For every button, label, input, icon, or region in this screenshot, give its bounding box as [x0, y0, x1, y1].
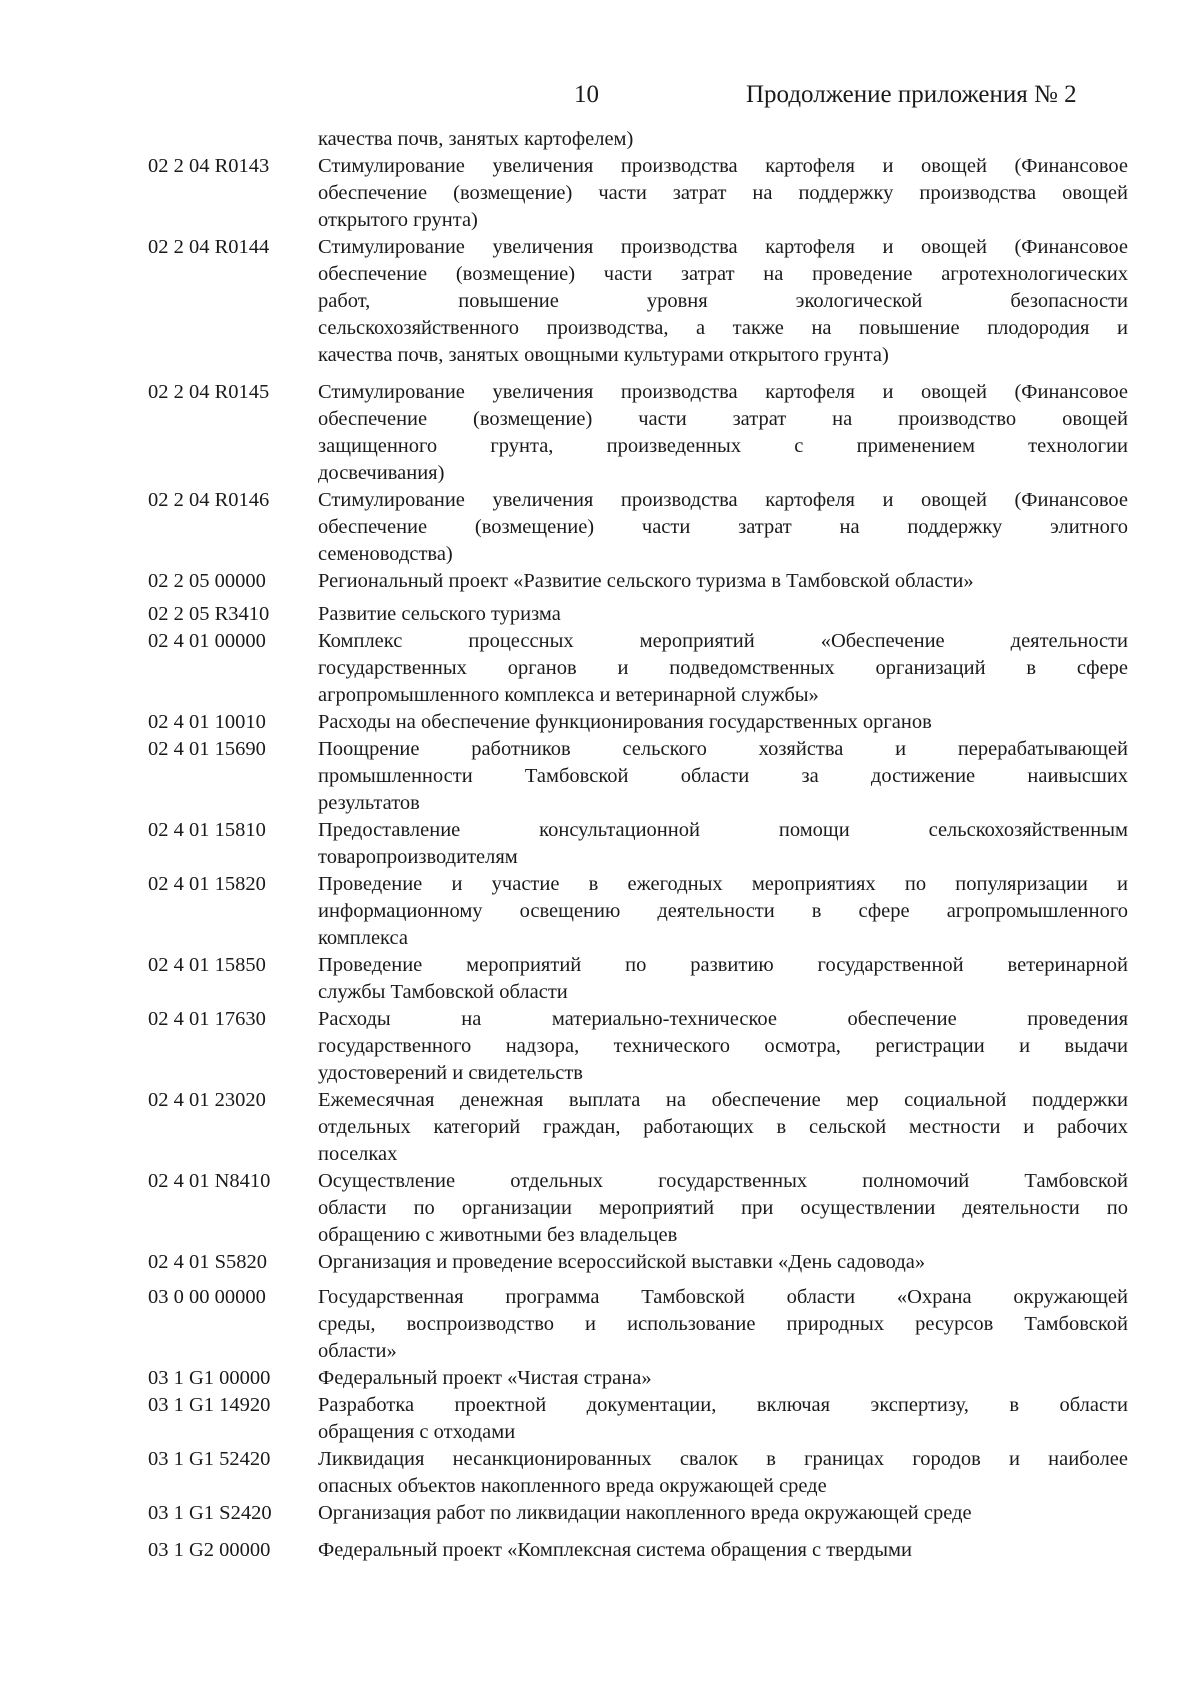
budget-code: 02 2 04 R0145 [148, 381, 270, 403]
description-line: Комплекс процессных мероприятий «Обеспечение деятельности [318, 630, 1128, 652]
budget-code: 03 1 G1 00000 [148, 1367, 271, 1389]
code-row [148, 234, 1128, 369]
code-description [318, 709, 1128, 736]
budget-code: 02 2 04 R0144 [148, 236, 270, 258]
description-line: Проведение мероприятий по развитию государственной ветеринарной [318, 954, 1128, 976]
description-line: обращения с отходами [318, 1421, 516, 1443]
description-line: государственных органов и подведомственных организаций в сфере [318, 657, 1128, 679]
description-line: Государственная программа Тамбовской области «Охрана окружающей [318, 1286, 1128, 1308]
code-row [148, 153, 1128, 234]
code-row [148, 1446, 1128, 1500]
code-description [318, 1537, 1128, 1564]
description-line: Поощрение работников сельского хозяйства и перерабатывающей [318, 738, 1128, 760]
description-line: области» [318, 1340, 397, 1362]
description-line: удостоверений и свидетельств [318, 1062, 583, 1084]
description-line: сельскохозяйственного производства, а также на повышение плодородия и [318, 317, 1128, 339]
continuation-line: качества почв, занятых картофелем) [318, 128, 634, 150]
description-line: информационному освещению деятельности в сфере агропромышленного [318, 900, 1128, 922]
description-line: Организация работ по ликвидации накопленного вреда окружающей среде [318, 1502, 972, 1524]
description-line: результатов [318, 792, 420, 814]
budget-code: 02 4 01 00000 [148, 630, 266, 652]
budget-code: 02 4 01 15820 [148, 873, 266, 895]
code-row [148, 601, 1128, 628]
description-line: государственного надзора, технического осмотра, регистрации и выдачи [318, 1035, 1128, 1057]
description-line: Стимулирование увеличения производства картофеля и овощей (Финансовое [318, 236, 1128, 258]
description-line: Расходы на материально-техническое обеспечение проведения [318, 1008, 1128, 1030]
code-description [318, 871, 1128, 952]
budget-code: 02 2 05 R3410 [148, 603, 270, 625]
description-line: обеспечение (возмещение) части затрат на проведение агротехнологических [318, 263, 1128, 285]
description-line: промышленности Тамбовской области за достижение наивысших [318, 765, 1128, 787]
code-row [148, 1284, 1128, 1365]
description-line: Организация и проведение всероссийской выставки «День садовода» [318, 1251, 926, 1273]
code-description [318, 736, 1128, 817]
description-line: семеноводства) [318, 543, 453, 565]
budget-code: 02 4 01 S5820 [148, 1251, 268, 1273]
code-description [318, 817, 1128, 871]
code-description [318, 1249, 1128, 1276]
description-line: области по организации мероприятий при осуществлении деятельности по [318, 1197, 1128, 1219]
budget-code: 03 0 00 00000 [148, 1286, 266, 1308]
description-line: открытого грунта) [318, 209, 478, 231]
code-description [318, 487, 1128, 568]
description-line: работ, повышение уровня экологической безопасности [318, 290, 1128, 312]
description-line: Осуществление отдельных государственных полномочий Тамбовской [318, 1170, 1128, 1192]
description-line: Предоставление консультационной помощи сельскохозяйственным [318, 819, 1128, 841]
code-description [318, 1006, 1128, 1087]
budget-code: 02 2 04 R0146 [148, 489, 270, 511]
budget-code: 02 4 01 15850 [148, 954, 266, 976]
code-description [318, 628, 1128, 709]
code-row [148, 709, 1128, 736]
description-line: Проведение и участие в ежегодных мероприятиях по популяризации и [318, 873, 1128, 895]
description-line: Стимулирование увеличения производства картофеля и овощей (Финансовое [318, 155, 1128, 177]
description-line: защищенного грунта, произведенных с применением технологии [318, 435, 1128, 457]
code-description [318, 153, 1128, 234]
budget-code: 03 1 G1 S2420 [148, 1502, 272, 1524]
budget-code: 02 4 01 15810 [148, 819, 266, 841]
code-row [148, 628, 1128, 709]
description-line: качества почв, занятых овощными культурами открытого грунта) [318, 344, 889, 366]
description-line: обеспечение (возмещение) части затрат на поддержку элитного [318, 516, 1128, 538]
code-description [318, 601, 1128, 628]
budget-code: 02 4 01 15690 [148, 738, 266, 760]
code-row [148, 952, 1128, 1006]
budget-code: 03 1 G1 52420 [148, 1448, 271, 1470]
description-line: Стимулирование увеличения производства картофеля и овощей (Финансовое [318, 489, 1128, 511]
code-row [148, 1087, 1128, 1168]
page-number: 10 [574, 81, 599, 108]
code-description [318, 1392, 1128, 1446]
code-row [148, 1500, 1128, 1527]
description-line: Расходы на обеспечение функционирования государственных органов [318, 711, 932, 733]
code-description [318, 379, 1128, 487]
code-description [318, 952, 1128, 1006]
description-line: агропромышленного комплекса и ветеринарной службы» [318, 684, 819, 706]
description-line: среды, воспроизводство и использование природных ресурсов Тамбовской [318, 1313, 1128, 1335]
description-line: отдельных категорий граждан, работающих в сельской местности и рабочих [318, 1116, 1128, 1138]
code-description [318, 1087, 1128, 1168]
description-line: Ежемесячная денежная выплата на обеспечение мер социальной поддержки [318, 1089, 1128, 1111]
description-line: обеспечение (возмещение) части затрат на поддержку производства овощей [318, 182, 1128, 204]
description-line: обращению с животными без владельцев [318, 1224, 678, 1246]
description-line: Региональный проект «Развитие сельского туризма в Тамбовской области» [318, 570, 974, 592]
budget-code: 03 1 G2 00000 [148, 1539, 271, 1561]
description-line: досвечивания) [318, 462, 445, 484]
description-line: товаропроизводителям [318, 846, 518, 868]
description-line: поселках [318, 1143, 398, 1165]
budget-code: 02 4 01 17630 [148, 1008, 266, 1030]
budget-code: 02 4 01 23020 [148, 1089, 266, 1111]
code-row [148, 1168, 1128, 1249]
code-description [318, 1500, 1128, 1527]
description-line: службы Тамбовской области [318, 981, 568, 1003]
code-description [318, 234, 1128, 369]
code-description [318, 568, 1128, 595]
description-line: Разработка проектной документации, включая экспертизу, в области [318, 1394, 1128, 1416]
code-row [148, 1006, 1128, 1087]
code-description [318, 1284, 1128, 1365]
code-description [318, 1365, 1128, 1392]
code-row [148, 1537, 1128, 1564]
code-row [148, 1249, 1128, 1276]
description-line: Ликвидация несанкционированных свалок в границах городов и наиболее [318, 1448, 1128, 1470]
description-line: комплекса [318, 927, 408, 949]
code-row [148, 817, 1128, 871]
code-row [148, 487, 1128, 568]
budget-code: 02 2 04 R0143 [148, 155, 270, 177]
code-row [148, 568, 1128, 595]
code-row [148, 379, 1128, 487]
description-line: Федеральный проект «Чистая страна» [318, 1367, 652, 1389]
description-line: Стимулирование увеличения производства картофеля и овощей (Финансовое [318, 381, 1128, 403]
code-row [148, 736, 1128, 817]
description-line: Развитие сельского туризма [318, 603, 561, 625]
code-row [148, 871, 1128, 952]
code-list [148, 126, 1128, 1564]
budget-code: 02 2 05 00000 [148, 570, 266, 592]
code-description [318, 1168, 1128, 1249]
code-row [148, 1365, 1128, 1392]
description-line: опасных объектов накопленного вреда окружающей среде [318, 1475, 827, 1497]
code-row [148, 1392, 1128, 1446]
budget-code: 03 1 G1 14920 [148, 1394, 271, 1416]
appendix-heading: Продолжение приложения № 2 [746, 81, 1077, 108]
description-line: обеспечение (возмещение) части затрат на производство овощей [318, 408, 1128, 430]
budget-code: 02 4 01 10010 [148, 711, 266, 733]
budget-code: 02 4 01 N8410 [148, 1170, 271, 1192]
code-description [318, 1446, 1128, 1500]
description-line: Федеральный проект «Комплексная система обращения с твердыми [318, 1539, 912, 1561]
